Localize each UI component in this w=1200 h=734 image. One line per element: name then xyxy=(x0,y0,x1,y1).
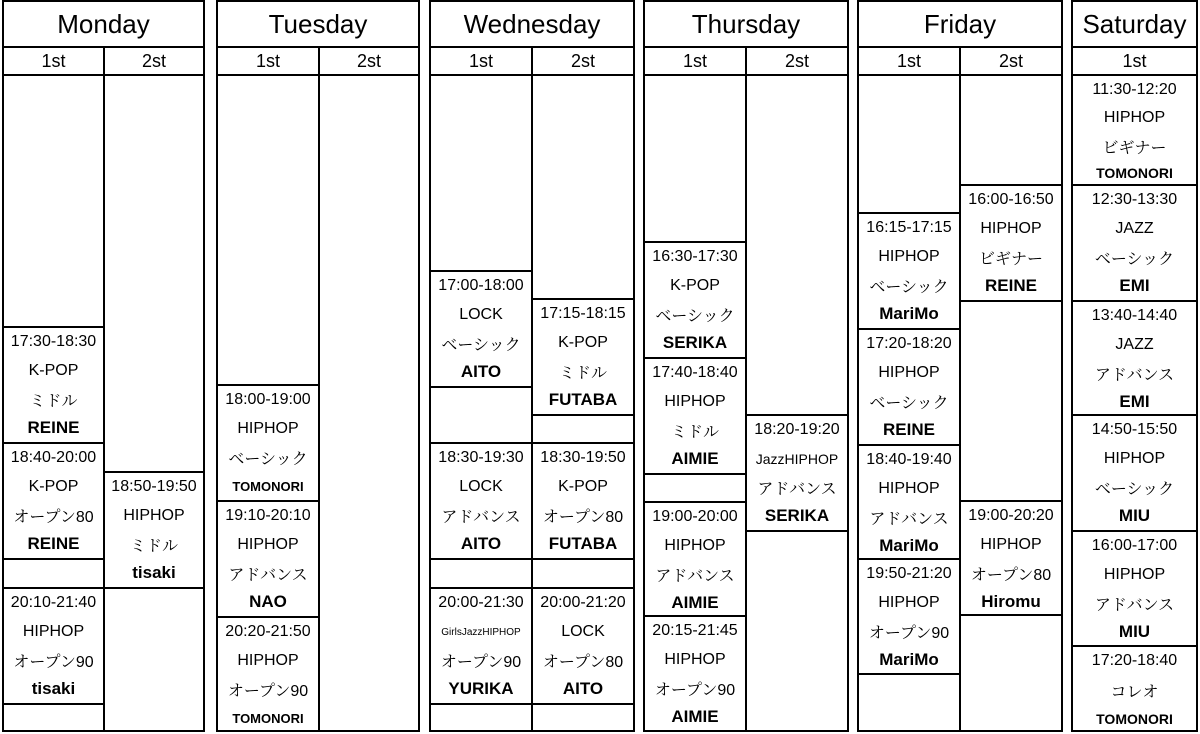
day-saturday xyxy=(1071,0,1198,734)
class-slot xyxy=(2,326,105,444)
class-instructor: YURIKA xyxy=(448,679,514,699)
class-instructor: TOMONORI xyxy=(1096,165,1173,182)
class-instructor: MIU xyxy=(1118,506,1151,526)
class-instructor: tisaki xyxy=(132,563,176,583)
class-slot xyxy=(1071,184,1198,302)
sub-header-1st: 1st xyxy=(216,46,320,76)
class-time: 20:10-21:40 xyxy=(10,594,97,612)
class-slot xyxy=(2,587,105,705)
class-time: 19:10-20:10 xyxy=(225,507,311,525)
class-slot xyxy=(959,500,1063,616)
class-instructor: AITO xyxy=(460,534,502,554)
column-2st xyxy=(745,74,849,732)
day-header: Monday xyxy=(2,0,205,48)
class-genre: HIPHOP xyxy=(664,393,726,411)
class-genre: K-POP xyxy=(558,334,608,352)
class-time: 17:40-18:40 xyxy=(652,364,738,382)
class-time: 14:50-15:50 xyxy=(1091,421,1178,439)
class-instructor: EMI xyxy=(1119,276,1150,296)
class-genre: HIPHOP xyxy=(878,364,940,382)
sub-header-2st: 2st xyxy=(531,46,635,76)
class-genre: LOCK xyxy=(459,478,503,496)
class-slot xyxy=(643,357,747,475)
sub-header-1st: 1st xyxy=(857,46,961,76)
class-genre: HIPHOP xyxy=(1103,109,1166,127)
class-time: 18:40-20:00 xyxy=(10,449,97,467)
class-instructor: MariMo xyxy=(879,650,939,670)
class-instructor: EMI xyxy=(1119,392,1150,412)
class-level: オープン80 xyxy=(13,509,94,527)
class-time: 18:30-19:50 xyxy=(540,449,626,467)
class-time: 19:50-21:20 xyxy=(866,565,952,583)
empty-slot xyxy=(531,558,635,589)
class-time: 16:30-17:30 xyxy=(652,248,738,266)
class-time: 20:20-21:50 xyxy=(225,623,311,641)
class-genre: コレオ xyxy=(1110,683,1159,701)
class-level: アドバンス xyxy=(441,509,521,527)
class-slot xyxy=(643,501,747,617)
class-time: 17:15-18:15 xyxy=(540,305,626,323)
class-slot xyxy=(531,442,635,560)
empty-slot xyxy=(531,414,635,444)
sub-header-2st: 2st xyxy=(959,46,1063,76)
class-time: 12:30-13:30 xyxy=(1091,191,1178,209)
class-genre: HIPHOP xyxy=(878,594,940,612)
class-level: ミドル xyxy=(29,393,78,411)
class-genre: HIPHOP xyxy=(237,536,299,554)
class-instructor: TOMONORI xyxy=(232,710,304,726)
class-slot xyxy=(857,212,961,330)
class-slot xyxy=(429,442,533,560)
class-instructor: MIU xyxy=(1118,622,1151,642)
empty-slot xyxy=(429,386,533,444)
class-instructor: NAO xyxy=(249,592,287,612)
class-time: 18:50-19:50 xyxy=(111,478,197,496)
empty-slot xyxy=(2,558,105,589)
sub-header-1st: 1st xyxy=(429,46,533,76)
day-header: Thursday xyxy=(643,0,849,48)
class-level: オープン80 xyxy=(970,567,1052,585)
class-instructor: FUTABA xyxy=(548,534,618,554)
class-time: 18:30-19:30 xyxy=(438,449,524,467)
day-tuesday xyxy=(216,0,420,734)
class-slot xyxy=(1071,414,1198,532)
class-slot xyxy=(857,558,961,675)
class-level: アドバンス xyxy=(1094,367,1175,385)
class-level: オープン90 xyxy=(13,654,94,672)
class-slot xyxy=(531,298,635,416)
day-header: Tuesday xyxy=(216,0,420,48)
sub-header-2st: 2st xyxy=(745,46,849,76)
class-level: オープン80 xyxy=(542,654,624,672)
class-time: 11:30-12:20 xyxy=(1092,81,1177,99)
class-instructor: AIMIE xyxy=(671,449,719,469)
class-genre: K-POP xyxy=(558,478,608,496)
class-level: ベーシック xyxy=(655,308,735,326)
class-time: 19:00-20:20 xyxy=(968,507,1054,525)
class-instructor: AIMIE xyxy=(671,707,719,727)
sub-header-2st: 2st xyxy=(103,46,205,76)
class-slot xyxy=(103,471,205,589)
class-level: ベーシック xyxy=(1094,251,1175,269)
class-genre: HIPHOP xyxy=(22,623,85,641)
class-genre: JAZZ xyxy=(1115,220,1154,238)
sub-header-1st: 1st xyxy=(2,46,105,76)
class-instructor: REINE xyxy=(27,418,80,438)
class-slot xyxy=(216,500,320,618)
class-genre: HIPHOP xyxy=(878,248,940,266)
column-2st xyxy=(959,74,1063,732)
day-header: Wednesday xyxy=(429,0,635,48)
sub-header-1st: 1st xyxy=(643,46,747,76)
class-slot xyxy=(531,587,635,705)
class-genre: HIPHOP xyxy=(237,652,299,670)
class-slot xyxy=(429,270,533,388)
day-header: Friday xyxy=(857,0,1063,48)
class-time: 18:00-19:00 xyxy=(225,391,311,409)
class-genre: LOCK xyxy=(561,623,605,641)
class-instructor: AIMIE xyxy=(671,593,719,613)
class-instructor: tisaki xyxy=(31,679,76,699)
class-genre: HIPHOP xyxy=(878,480,940,498)
class-slot xyxy=(1071,645,1198,732)
class-instructor: TOMONORI xyxy=(232,478,304,494)
class-time: 17:20-18:40 xyxy=(1091,652,1178,670)
class-genre: JazzHIPHOP xyxy=(755,451,839,468)
class-slot xyxy=(745,414,849,532)
day-friday xyxy=(857,0,1063,734)
empty-slot xyxy=(429,558,533,589)
class-time: 17:20-18:20 xyxy=(866,335,952,353)
class-genre: K-POP xyxy=(28,478,79,496)
class-genre: HIPHOP xyxy=(123,507,185,525)
class-slot xyxy=(959,184,1063,302)
day-header: Saturday xyxy=(1071,0,1198,48)
class-genre: HIPHOP xyxy=(980,220,1042,238)
class-instructor: AITO xyxy=(460,362,502,382)
class-slot xyxy=(216,384,320,502)
class-time: 16:00-16:50 xyxy=(968,191,1054,209)
class-level: オープン80 xyxy=(542,509,624,527)
class-genre: HIPHOP xyxy=(237,420,299,438)
class-level: アドバンス xyxy=(869,511,949,529)
class-slot xyxy=(643,241,747,359)
class-slot xyxy=(643,615,747,732)
class-genre: JAZZ xyxy=(1115,336,1154,354)
class-time: 17:00-18:00 xyxy=(438,277,524,295)
class-level: ベーシック xyxy=(1094,481,1175,499)
class-level: ベーシック xyxy=(869,395,949,413)
class-genre: GirlsJazzHIPHOP xyxy=(441,626,521,638)
class-instructor: MariMo xyxy=(879,304,939,324)
class-level: アドバンス xyxy=(1094,597,1175,615)
day-monday xyxy=(2,0,205,734)
class-slot xyxy=(216,616,320,732)
day-thursday xyxy=(643,0,849,734)
class-instructor: REINE xyxy=(883,420,935,440)
class-instructor: Hiromu xyxy=(981,592,1041,612)
class-genre: HIPHOP xyxy=(664,651,726,669)
class-slot xyxy=(1071,300,1198,416)
class-level: ベーシック xyxy=(228,451,308,469)
class-time: 18:40-19:40 xyxy=(866,451,952,469)
class-level: ビギナー xyxy=(1102,139,1167,157)
class-genre: K-POP xyxy=(28,362,79,380)
class-level: オープン90 xyxy=(227,683,309,701)
class-level: アドバンス xyxy=(757,481,837,499)
class-time: 17:30-18:30 xyxy=(10,333,97,351)
column-2st xyxy=(103,74,205,732)
class-genre: HIPHOP xyxy=(664,537,726,555)
class-time: 18:20-19:20 xyxy=(754,421,840,439)
class-instructor: TOMONORI xyxy=(1096,710,1173,727)
class-slot xyxy=(1071,530,1198,647)
class-time: 16:00-17:00 xyxy=(1091,537,1178,555)
class-instructor: REINE xyxy=(985,276,1037,296)
class-level: ミドル xyxy=(558,365,607,383)
class-slot xyxy=(857,444,961,560)
class-slot xyxy=(429,587,533,705)
class-time: 20:15-21:45 xyxy=(652,622,738,640)
class-genre: HIPHOP xyxy=(980,536,1042,554)
class-instructor: SERIKA xyxy=(764,506,830,526)
class-level: ベーシック xyxy=(869,279,949,297)
class-level: アドバンス xyxy=(228,567,308,585)
class-time: 20:00-21:20 xyxy=(540,594,626,612)
class-slot xyxy=(1071,74,1198,186)
class-level: オープン90 xyxy=(440,654,522,672)
class-time: 16:15-17:15 xyxy=(866,219,952,237)
class-level: ベーシック xyxy=(441,337,521,355)
class-level: ビギナー xyxy=(978,251,1043,269)
class-level: オープン90 xyxy=(654,682,736,700)
day-wednesday xyxy=(429,0,635,734)
class-time: 20:00-21:30 xyxy=(438,594,524,612)
class-genre: HIPHOP xyxy=(1103,450,1166,468)
class-instructor: AITO xyxy=(562,679,604,699)
class-genre: K-POP xyxy=(670,277,720,295)
class-time: 13:40-14:40 xyxy=(1091,307,1178,325)
class-level: ミドル xyxy=(670,424,719,442)
class-genre: HIPHOP xyxy=(1103,566,1166,584)
sub-header-2st: 2st xyxy=(318,46,420,76)
empty-slot xyxy=(643,473,747,503)
class-instructor: MariMo xyxy=(879,536,939,556)
class-instructor: FUTABA xyxy=(548,390,618,410)
class-level: ミドル xyxy=(129,538,178,556)
class-time: 19:00-20:00 xyxy=(652,508,738,526)
class-instructor: SERIKA xyxy=(662,333,728,353)
class-instructor: REINE xyxy=(27,534,80,554)
class-level: オープン90 xyxy=(868,625,950,643)
column-2st xyxy=(318,74,420,732)
class-slot xyxy=(2,442,105,560)
class-slot xyxy=(857,328,961,446)
class-level: アドバンス xyxy=(655,568,735,586)
sub-header-1st: 1st xyxy=(1071,46,1198,76)
class-genre: LOCK xyxy=(459,306,503,324)
